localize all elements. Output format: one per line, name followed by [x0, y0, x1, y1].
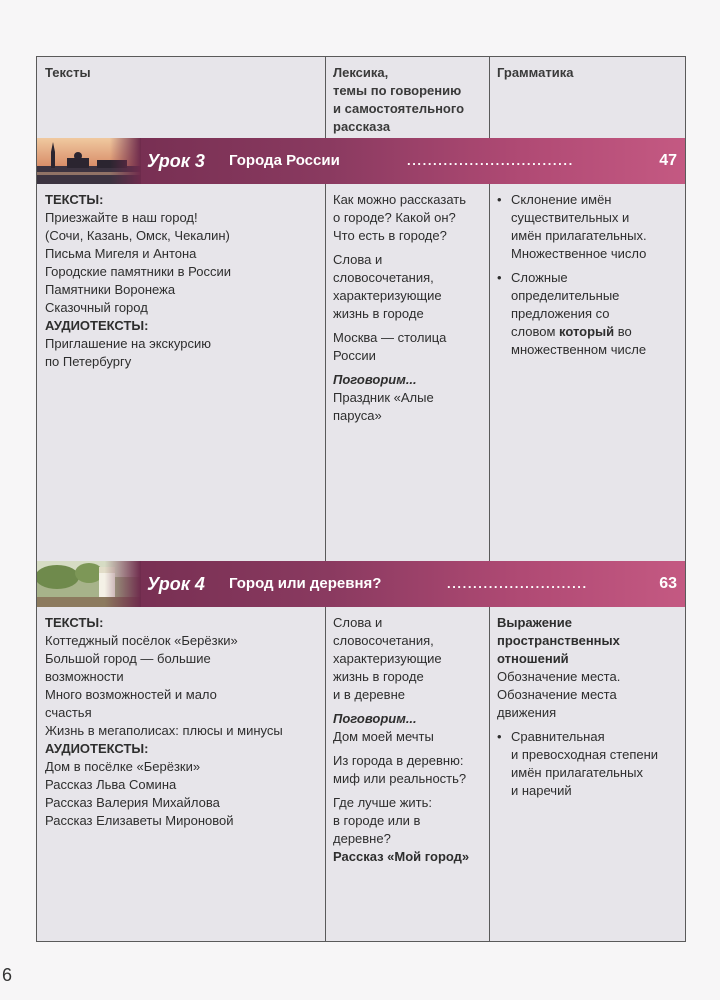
leader-dots: ................................	[407, 153, 574, 168]
lesson-4-texts: ТЕКСТЫ: Коттеджный посёлок «Берёзки» Большой город — большие возможности Много возможностей и мало счастья Жизнь в мегаполисах: плюсы и минусы АУДИОТЕКСТЫ: Дом в посёлке «Берёзки» Рассказ Льва Сомина Рассказ Валерия Михайлова Рассказ Елизаветы Мироновой	[45, 615, 283, 828]
column-divider	[325, 56, 326, 138]
page-number: 6	[2, 965, 13, 985]
lesson-3-title: Города России	[229, 152, 340, 169]
header-vocabulary: Лексика, темы по говорению и самостоятельного рассказа	[333, 65, 465, 134]
grammar-bullet: • Сложные определительные предложения со словом который во множественном числе	[497, 269, 647, 359]
lesson-3-band	[37, 138, 685, 184]
city-photo	[37, 138, 141, 184]
lesson-3-grammar	[497, 191, 647, 359]
column-divider	[325, 184, 326, 561]
lesson-4-label: Урок 4	[147, 574, 205, 594]
lesson-4-band	[37, 561, 685, 607]
column-divider	[489, 56, 490, 138]
column-divider	[325, 607, 326, 942]
talk-label: Поговорим...	[333, 372, 417, 387]
lesson-4-vocabulary: Слова и словосочетания, характеризующие жизнь в городе и в деревне Поговорим... Дом моей мечты Из города в деревню: миф или реальность? Где лучше жить: в городе или в деревне? Рассказ «Мой город»	[333, 615, 470, 864]
header-grammar: Грамматика	[497, 65, 574, 80]
village-photo	[37, 561, 141, 607]
lesson-3-page: 47	[659, 152, 677, 169]
lesson-3-vocabulary: Как можно рассказать о городе? Какой он? Что есть в городе? Слова и словосочетания, характеризующие жизнь в городе Москва — столица России Поговорим... Праздник «Алые паруса»	[333, 192, 466, 423]
lesson-4-title: Город или деревня?	[229, 575, 382, 592]
grammar-bullet: • Сравнительная и превосходная степени имён прилагательных и наречий	[497, 728, 658, 800]
column-divider	[489, 184, 490, 561]
header-texts: Тексты	[45, 65, 91, 80]
talk-label: Поговорим...	[333, 711, 417, 726]
column-divider	[489, 607, 490, 942]
lesson-4-grammar: Выражение пространственных отношений Обозначение места. Обозначение места движения • Сравнительная и превосходная степени имён прилагательных и наречий	[497, 614, 658, 800]
lesson-4-page: 63	[659, 575, 677, 592]
leader-dots: ...........................	[447, 576, 588, 591]
lesson-3-texts: ТЕКСТЫ: Приезжайте в наш город! (Сочи, Казань, Омск, Чекалин) Письма Мигеля и Антона Городские памятники в России Памятники Воронежа Сказочный город АУДИОТЕКСТЫ: Приглашение на экскурсию по Петербургу	[45, 192, 232, 369]
grammar-bullet: • Склонение имён существительных и имён прилагательных. Множественное число	[497, 191, 647, 263]
lesson-3-label: Урок 3	[147, 151, 205, 171]
